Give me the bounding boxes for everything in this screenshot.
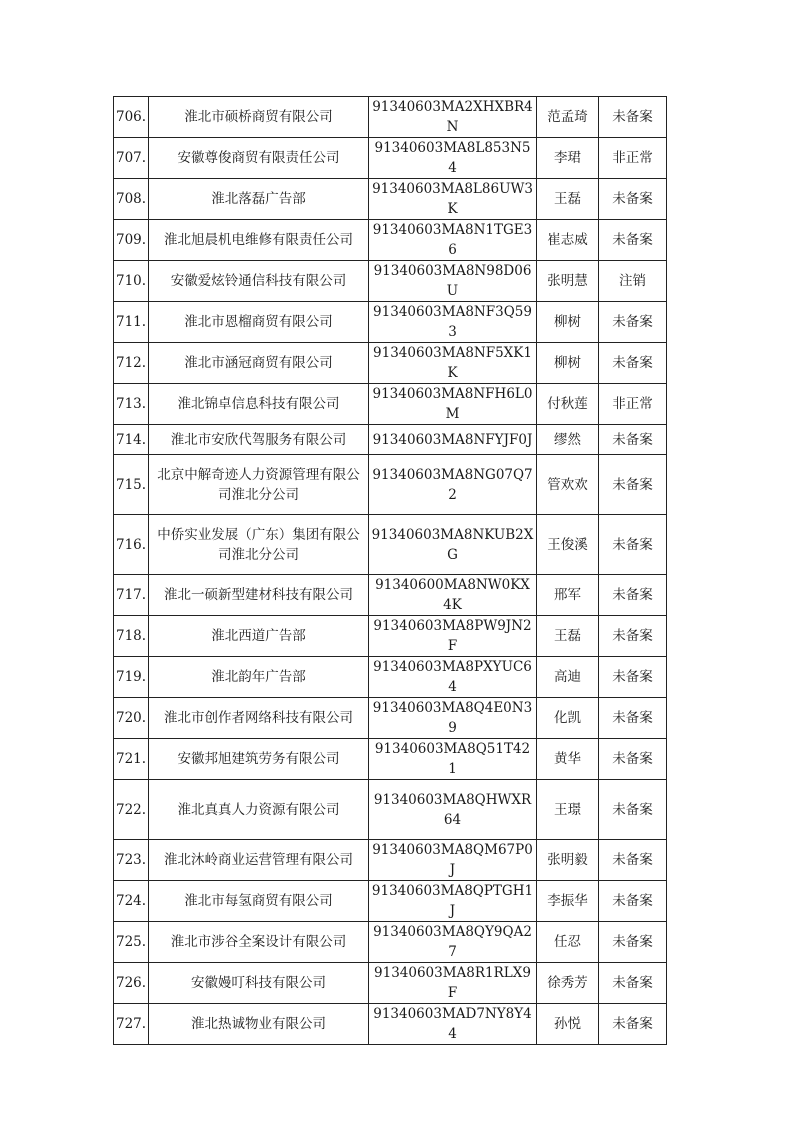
row-number-cell: 712. — [114, 343, 149, 384]
company-name-cell: 淮北市涉谷全案设计有限公司 — [149, 922, 369, 963]
company-name-cell: 淮北市创作者网络科技有限公司 — [149, 698, 369, 739]
row-number-cell: 706. — [114, 97, 149, 138]
table-row — [114, 616, 667, 657]
credit-code-cell: 91340603MA8QPTGH1J — [369, 881, 537, 922]
credit-code-cell: 91340603MA8R1RLX9F — [369, 963, 537, 1004]
legal-person-cell: 张明毅 — [537, 840, 599, 881]
legal-person-cell: 管欢欢 — [537, 455, 599, 515]
company-name-cell: 淮北市安欣代驾服务有限公司 — [149, 425, 369, 455]
row-number-cell: 725. — [114, 922, 149, 963]
table-row — [114, 425, 667, 455]
company-name-cell: 淮北市每氢商贸有限公司 — [149, 881, 369, 922]
credit-code-cell: 91340603MA8Q4E0N39 — [369, 698, 537, 739]
status-cell: 未备案 — [599, 343, 667, 384]
legal-person-cell: 张明慧 — [537, 261, 599, 302]
table-row — [114, 575, 667, 616]
table-row — [114, 1004, 667, 1045]
row-number-cell: 709. — [114, 220, 149, 261]
company-name-cell: 中侨实业发展（广东）集团有限公司淮北分公司 — [149, 515, 369, 575]
legal-person-cell: 高迪 — [537, 657, 599, 698]
credit-code-cell: 91340603MA8NKUB2XG — [369, 515, 537, 575]
legal-person-cell: 王磊 — [537, 616, 599, 657]
credit-code-cell: 91340603MA8NG07Q72 — [369, 455, 537, 515]
status-cell: 未备案 — [599, 698, 667, 739]
row-number-cell: 722. — [114, 780, 149, 840]
legal-person-cell: 缪然 — [537, 425, 599, 455]
company-name-cell: 安徽尊俊商贸有限责任公司 — [149, 138, 369, 179]
legal-person-cell: 黄华 — [537, 739, 599, 780]
legal-person-cell: 孙悦 — [537, 1004, 599, 1045]
legal-person-cell: 王璟 — [537, 780, 599, 840]
company-name-cell: 淮北旭晨机电维修有限责任公司 — [149, 220, 369, 261]
table-row — [114, 97, 667, 138]
row-number-cell: 707. — [114, 138, 149, 179]
credit-code-cell: 91340603MA8NFH6L0M — [369, 384, 537, 425]
company-name-cell: 淮北真真人力资源有限公司 — [149, 780, 369, 840]
credit-code-cell: 91340600MA8NW0KX4K — [369, 575, 537, 616]
company-name-cell: 淮北市恩榴商贸有限公司 — [149, 302, 369, 343]
status-cell: 未备案 — [599, 616, 667, 657]
table-row — [114, 780, 667, 840]
legal-person-cell: 王俊溪 — [537, 515, 599, 575]
credit-code-cell: 91340603MA8QHWXR64 — [369, 780, 537, 840]
table-row — [114, 384, 667, 425]
legal-person-cell: 王磊 — [537, 179, 599, 220]
legal-person-cell: 柳树 — [537, 302, 599, 343]
row-number-cell: 720. — [114, 698, 149, 739]
credit-code-cell: 91340603MA8PXYUC64 — [369, 657, 537, 698]
status-cell: 未备案 — [599, 97, 667, 138]
table-row — [114, 261, 667, 302]
row-number-cell: 719. — [114, 657, 149, 698]
company-name-cell: 淮北市涵冠商贸有限公司 — [149, 343, 369, 384]
company-name-cell: 安徽嫚叮科技有限公司 — [149, 963, 369, 1004]
table-row — [114, 220, 667, 261]
row-number-cell: 710. — [114, 261, 149, 302]
legal-person-cell: 徐秀芳 — [537, 963, 599, 1004]
company-name-cell: 淮北市硕桥商贸有限公司 — [149, 97, 369, 138]
row-number-cell: 708. — [114, 179, 149, 220]
row-number-cell: 721. — [114, 739, 149, 780]
status-cell: 未备案 — [599, 657, 667, 698]
table-row — [114, 698, 667, 739]
status-cell: 未备案 — [599, 739, 667, 780]
company-name-cell: 淮北锦卓信息科技有限公司 — [149, 384, 369, 425]
status-cell: 未备案 — [599, 455, 667, 515]
credit-code-cell: 91340603MA8N1TGE36 — [369, 220, 537, 261]
status-cell: 未备案 — [599, 425, 667, 455]
status-cell: 未备案 — [599, 881, 667, 922]
status-cell: 非正常 — [599, 384, 667, 425]
legal-person-cell: 柳树 — [537, 343, 599, 384]
row-number-cell: 711. — [114, 302, 149, 343]
company-name-cell: 淮北西道广告部 — [149, 616, 369, 657]
legal-person-cell: 化凯 — [537, 698, 599, 739]
status-cell: 非正常 — [599, 138, 667, 179]
row-number-cell: 724. — [114, 881, 149, 922]
credit-code-cell: 91340603MA8L853N54 — [369, 138, 537, 179]
legal-person-cell: 付秋莲 — [537, 384, 599, 425]
registry-table-body — [114, 97, 667, 1045]
legal-person-cell: 崔志威 — [537, 220, 599, 261]
table-row — [114, 881, 667, 922]
credit-code-cell: 91340603MA8QY9QA27 — [369, 922, 537, 963]
row-number-cell: 727. — [114, 1004, 149, 1045]
table-row — [114, 138, 667, 179]
credit-code-cell: 91340603MA8NF3Q593 — [369, 302, 537, 343]
credit-code-cell: 91340603MA8NF5XK1K — [369, 343, 537, 384]
company-name-cell: 淮北沐岭商业运营管理有限公司 — [149, 840, 369, 881]
status-cell: 注销 — [599, 261, 667, 302]
legal-person-cell: 李振华 — [537, 881, 599, 922]
credit-code-cell: 91340603MA8QM67P0J — [369, 840, 537, 881]
enterprise-registry-table — [113, 96, 667, 1045]
table-row — [114, 739, 667, 780]
credit-code-cell: 91340603MA8Q51T421 — [369, 739, 537, 780]
table-row — [114, 657, 667, 698]
credit-code-cell: 91340603MA8PW9JN2F — [369, 616, 537, 657]
table-row — [114, 455, 667, 515]
company-name-cell: 淮北落磊广告部 — [149, 179, 369, 220]
row-number-cell: 717. — [114, 575, 149, 616]
table-row — [114, 302, 667, 343]
legal-person-cell: 范孟琦 — [537, 97, 599, 138]
legal-person-cell: 邢军 — [537, 575, 599, 616]
row-number-cell: 723. — [114, 840, 149, 881]
row-number-cell: 713. — [114, 384, 149, 425]
company-name-cell: 淮北韵年广告部 — [149, 657, 369, 698]
status-cell: 未备案 — [599, 220, 667, 261]
row-number-cell: 716. — [114, 515, 149, 575]
row-number-cell: 718. — [114, 616, 149, 657]
company-name-cell: 淮北一硕新型建材科技有限公司 — [149, 575, 369, 616]
table-row — [114, 963, 667, 1004]
company-name-cell: 淮北热诚物业有限公司 — [149, 1004, 369, 1045]
credit-code-cell: 91340603MA8NFYJF0J — [369, 425, 537, 455]
table-row — [114, 515, 667, 575]
legal-person-cell: 李珺 — [537, 138, 599, 179]
status-cell: 未备案 — [599, 515, 667, 575]
legal-person-cell: 任忍 — [537, 922, 599, 963]
company-name-cell: 安徽爱炫铃通信科技有限公司 — [149, 261, 369, 302]
credit-code-cell: 91340603MA2XHXBR4N — [369, 97, 537, 138]
credit-code-cell: 91340603MAD7NY8Y44 — [369, 1004, 537, 1045]
table-row — [114, 840, 667, 881]
row-number-cell: 714. — [114, 425, 149, 455]
status-cell: 未备案 — [599, 179, 667, 220]
status-cell: 未备案 — [599, 302, 667, 343]
table-row — [114, 343, 667, 384]
row-number-cell: 715. — [114, 455, 149, 515]
status-cell: 未备案 — [599, 780, 667, 840]
status-cell: 未备案 — [599, 575, 667, 616]
company-name-cell: 安徽邦旭建筑劳务有限公司 — [149, 739, 369, 780]
table-row — [114, 179, 667, 220]
status-cell: 未备案 — [599, 1004, 667, 1045]
table-row — [114, 922, 667, 963]
status-cell: 未备案 — [599, 922, 667, 963]
credit-code-cell: 91340603MA8L86UW3K — [369, 179, 537, 220]
status-cell: 未备案 — [599, 963, 667, 1004]
row-number-cell: 726. — [114, 963, 149, 1004]
status-cell: 未备案 — [599, 840, 667, 881]
company-name-cell: 北京中解奇迹人力资源管理有限公司淮北分公司 — [149, 455, 369, 515]
credit-code-cell: 91340603MA8N98D06U — [369, 261, 537, 302]
